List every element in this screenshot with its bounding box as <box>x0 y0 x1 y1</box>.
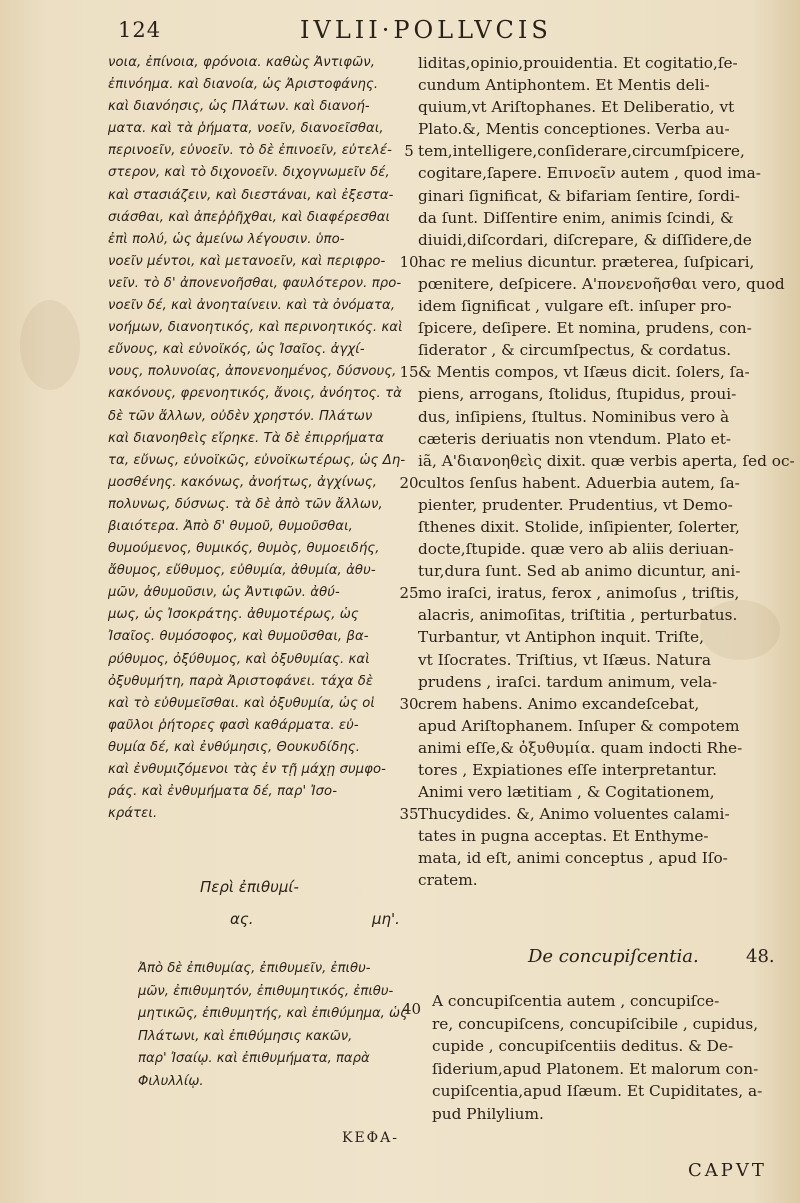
latin-text-line: cupide , concupiſcentiis deditus. & De- <box>432 1037 734 1056</box>
latin-catchword: CAPVT <box>688 1160 767 1181</box>
greek-text-line: νοήμων, διανοητικός, καὶ περινοητικός. καὶ <box>108 320 403 336</box>
greek-text-line: κακόνους, φρενοητικός, ἄνοις, ἀνόητος. τὰ <box>108 386 402 402</box>
latin-text-line: prudens , iraſci. tardum animum, vela- <box>418 672 718 691</box>
greek-text-line: θυμούμενος, θυμικός, θυμὸς, θυμοειδής, <box>108 541 380 557</box>
greek-text-line: νοεῖν μέντοι, καὶ μετανοεῖν, καὶ περιφρο- <box>108 253 386 269</box>
latin-text-line: ſthenes dixit. Stolide, inſipienter, ſolerter, <box>418 517 740 536</box>
greek-text-line: ἄθυμος, εὔθυμος, εὐθυμία, ἀθυμία, ἀθυ- <box>108 563 376 579</box>
greek-text-line: καὶ διανόησις, ὡς Πλάτων. καὶ διανοή- <box>108 99 370 115</box>
latin-text-line: cupiſcentia,apud Iſæum. Et Cupiditates, a- <box>432 1082 763 1101</box>
latin-text-line: liditas,opinio,prouidentia. Et cogitatio,ſe- <box>418 54 738 72</box>
greek-text-line: θυμία δέ, καὶ ἐνθύμησις, Θουκυδίδης. <box>108 739 360 755</box>
greek-text-line: εὔνους, καὶ εὐνοϊκός, ὡς Ἰσαῖος. ἀγχί- <box>108 342 365 358</box>
greek-text-line: ἐπὶ πολύ, ὡς ἀμείνω λέγουσιν. ὑπο- <box>108 231 345 247</box>
greek-text-line: φαῦλοι ῥήτορες φασὶ καθάρματα. εὐ- <box>108 717 359 733</box>
latin-text-line: docte,ſtupide. quæ vero ab aliis deriuan- <box>418 540 734 559</box>
latin-text-line: apud Ariſtophanem. Inſuper & compotem <box>418 716 740 735</box>
greek-text-line: Πλάτωνι, καὶ ἐπιθύμησις κακῶν, <box>138 1028 353 1044</box>
page-number: 124 <box>118 18 162 42</box>
greek-text-line: τα, εὔνως, εὐνοϊκῶς, εὐνοϊκωτέρως, ὡς Δη- <box>108 452 406 468</box>
latin-text-line: cundum Antiphontem. Et Mentis deli- <box>418 76 710 95</box>
greek-text-line: μως, ὡς Ἰσοκράτης. ἀθυμοτέρως, ὡς <box>108 607 359 623</box>
latin-text-line: A concupiſcentia autem , concupiſce- <box>432 992 720 1010</box>
greek-text-line: Φιλυλλίῳ. <box>138 1073 204 1089</box>
greek-text-line: καὶ διανοηθεὶς εἴρηκε. Τὰ δὲ ἐπιρρήματα <box>108 430 384 446</box>
latin-text-line: dus, inſipiens, ſtultus. Nominibus vero à <box>418 407 730 426</box>
line-number: 5 <box>404 142 414 161</box>
latin-text-line: pienter, prudenter. Prudentius, vt Demo- <box>418 495 733 514</box>
latin-text-line: alacris, animoſitas, triſtitia , perturbatus. <box>418 606 738 625</box>
greek-text-line: περινοεῖν, εὐνοεῖν. τὸ δὲ ἐπινοεῖν, εὐτελέ- <box>108 143 392 159</box>
line-number: 15 <box>399 363 419 382</box>
line-number: 20 <box>399 473 419 492</box>
greek-text-line: καὶ στασιάζειν, καὶ διεστάναι, καὶ ἐξεστα- <box>108 187 394 203</box>
greek-text-line: μοσθένης. κακόνως, ἀνοήτως, ἀγχίνως, <box>108 474 377 490</box>
latin-text-line: Plato.&, Mentis conceptiones. Verba au- <box>418 120 730 139</box>
latin-text-line: idem ſignificat , vulgare eſt. inſuper pro- <box>418 297 732 316</box>
greek-section-heading-cont: ας. <box>230 910 254 928</box>
greek-text-line: ράς. καὶ ἐνθυμήματα δέ, παρ' Ἰσο- <box>108 784 338 800</box>
latin-text-line: Animi vero lætitiam , & Cogitationem, <box>418 783 715 802</box>
latin-section-heading: De concupiſcentia. <box>528 946 699 967</box>
greek-text-line: νεῖν. τὸ δ' ἀπονενοῆσθαι, φαυλότερον. προ- <box>108 275 402 291</box>
latin-text-line: pud Philylium. <box>432 1104 544 1123</box>
greek-text-line: μῶν, ἐπιθυμητόν, ἐπιθυμητικός, ἐπιθυ- <box>138 983 394 999</box>
greek-text-line: νους, πολυνοίας, ἀπονενοημένος, δύσνους, <box>108 364 397 380</box>
latin-text-line: cogitare,ſapere. Eπινοεῖν autem , quod ima- <box>418 164 761 183</box>
latin-text-line: tem,intelligere,conſiderare,circumſpicere, <box>418 142 745 161</box>
greek-text-line: καὶ τὸ εὐθυμεῖσθαι. καὶ ὀξυθυμία, ὡς οἱ <box>108 695 375 711</box>
latin-text-line: re, concupiſcens, concupiſcibile , cupidus, <box>432 1014 759 1033</box>
greek-text-line: μητικῶς, ἐπιθυμητής, καὶ ἐπιθύμημα, ὡς <box>138 1006 408 1022</box>
line-number: 30 <box>399 694 419 713</box>
greek-text-line: στερον, καὶ τὸ διχονοεῖν. διχογνωμεῖν δέ, <box>108 165 390 181</box>
latin-text-line: vt Iſocrates. Triſtius, vt Iſæus. Natura <box>418 650 711 669</box>
latin-column <box>418 52 796 892</box>
greek-text-line: κράτει. <box>108 806 158 822</box>
line-number-40: 40 <box>402 1000 422 1018</box>
greek-text-line: σιάσθαι, καὶ ἀπεῤῥῆχθαι, καὶ διαφέρεσθαι <box>108 209 391 225</box>
latin-text-line: crem habens. Animo excandeſcebat, <box>418 694 700 713</box>
latin-text-line: diuidi,diſcordari, diſcrepare, & diſſidere,de <box>418 230 752 249</box>
greek-section-number: μη'. <box>372 910 400 928</box>
latin-text-line: iã, A'διανοηθεὶς dixit. quæ verbis aperta, ſed oc- <box>418 451 795 470</box>
greek-text-line: Ἰσαῖος. θυμόσοφος, καὶ θυμοῦσθαι, βα- <box>108 629 369 645</box>
paper-stain <box>20 300 80 390</box>
latin-text-line: Turbantur, vt Antiphon inquit. Triſte, <box>418 628 704 647</box>
line-number: 10 <box>399 252 419 271</box>
latin-text-line: pœnitere, deſpicere. Α'πονενοῆσθαι vero, quod <box>418 274 785 293</box>
latin-text-line: tur,dura ſunt. Sed ab animo dicuntur, ani- <box>418 562 741 581</box>
latin-text-line: & Mentis compos, vt Iſæus dicit. ſolers, ſa- <box>418 363 750 382</box>
latin-text-line: ginari ſignificat, & bifariam ſentire, ſordi- <box>418 186 740 205</box>
line-number: 35 <box>399 805 419 824</box>
latin-text-line: hac re melius dicuntur. præterea, ſuſpicari, <box>418 252 755 271</box>
greek-text-line: μῶν, ἀθυμοῦσιν, ὡς Ἀντιφῶν. ἀθύ- <box>108 585 340 601</box>
latin-text-line: ſiderium,apud Platonem. Et malorum con- <box>432 1059 759 1078</box>
greek-text-line: καὶ ἐνθυμιζόμενοι τὰς ἐν τῇ μάχῃ συμφο- <box>108 762 386 777</box>
line-number: 25 <box>399 584 419 603</box>
greek-column-section2 <box>138 958 408 1094</box>
latin-text-line: Thucydides. &, Animo voluentes calami- <box>418 805 730 824</box>
latin-text-line: cratem. <box>418 871 478 890</box>
latin-text-line: cultos ſenſus habent. Aduerbia autem, ſa- <box>418 473 740 492</box>
greek-text-line: πολυνως, δύσνως. τὰ δὲ ἀπὸ τῶν ἄλλων, <box>108 496 383 512</box>
latin-text-line: animi eſſe,& ὀξυθυμία. quam indocti Rhe- <box>418 738 743 757</box>
greek-text-line: νοια, ἐπίνοια, φρόνοια. καθὼς Ἀντιφῶν, <box>108 55 375 70</box>
greek-text-line: νοεῖν δέ, καὶ ἀνοηταίνειν. καὶ τὰ ὀνόματα, <box>108 298 396 314</box>
greek-text-line: ἐπινόημα. καὶ διανοία, ὡς Ἀριστοφάνης. <box>108 77 379 93</box>
greek-text-line: βιαιότερα. Ἀπὸ δ' θυμοῦ, θυμοῦσθαι, <box>108 518 353 534</box>
latin-text-line: da ſunt. Diſſentire enim, animis ſcindi, & <box>418 208 734 227</box>
greek-column <box>108 52 408 825</box>
greek-section-heading: Περὶ ἐπιθυμί- <box>200 878 299 896</box>
latin-text-line: quium,vt Ariſtophanes. Et Deliberatio, vt <box>418 98 735 117</box>
greek-text-line: παρ' Ἰσαίῳ. καὶ ἐπιθυμήματα, παρὰ <box>138 1051 370 1067</box>
page-header <box>0 10 800 50</box>
latin-text-line: tores , Expiationes eſſe interpretantur. <box>418 761 717 779</box>
latin-section-number: 48. <box>746 946 775 967</box>
greek-text-line: ὀξυθυμήτη, παρὰ Ἀριστοφάνει. τάχα δὲ <box>108 673 374 689</box>
running-title: IVLII·POLLVCIS <box>300 16 552 44</box>
latin-text-line: ſiderator , & circumſpectus, & cordatus. <box>418 341 732 360</box>
latin-text-line: ſpicere, deſipere. Et nomina, prudens, con- <box>418 319 752 338</box>
greek-text-line: ματα. καὶ τὰ ῥήματα, νοεῖν, διανοεῖσθαι, <box>108 121 384 137</box>
greek-text-line: ρύθυμος, ὀξύθυμος, καὶ ὀξυθυμίας. καὶ <box>108 651 370 667</box>
latin-text-line: piens, arrogans, ſtolidus, ſtupidus, proui- <box>418 385 737 404</box>
latin-column-section2 <box>432 990 796 1126</box>
latin-text-line: cæteris deriuatis non vtendum. Plato et- <box>418 429 732 448</box>
greek-text-line: Ἀπὸ δὲ ἐπιθυμίας, ἐπιθυμεῖν, ἐπιθυ- <box>138 961 371 976</box>
latin-text-line: mata, id eſt, animi conceptus , apud Iſo- <box>418 849 728 868</box>
latin-text-line: mo iraſci, iratus, ferox , animoſus , triſtis, <box>418 584 740 603</box>
greek-text-line: δὲ τῶν ἄλλων, οὐδὲν χρηστόν. Πλάτων <box>108 408 373 424</box>
latin-text-line: tates in pugna acceptas. Et Enthyme- <box>418 827 709 846</box>
greek-catchword: ΚΕΦΑ- <box>342 1130 399 1146</box>
